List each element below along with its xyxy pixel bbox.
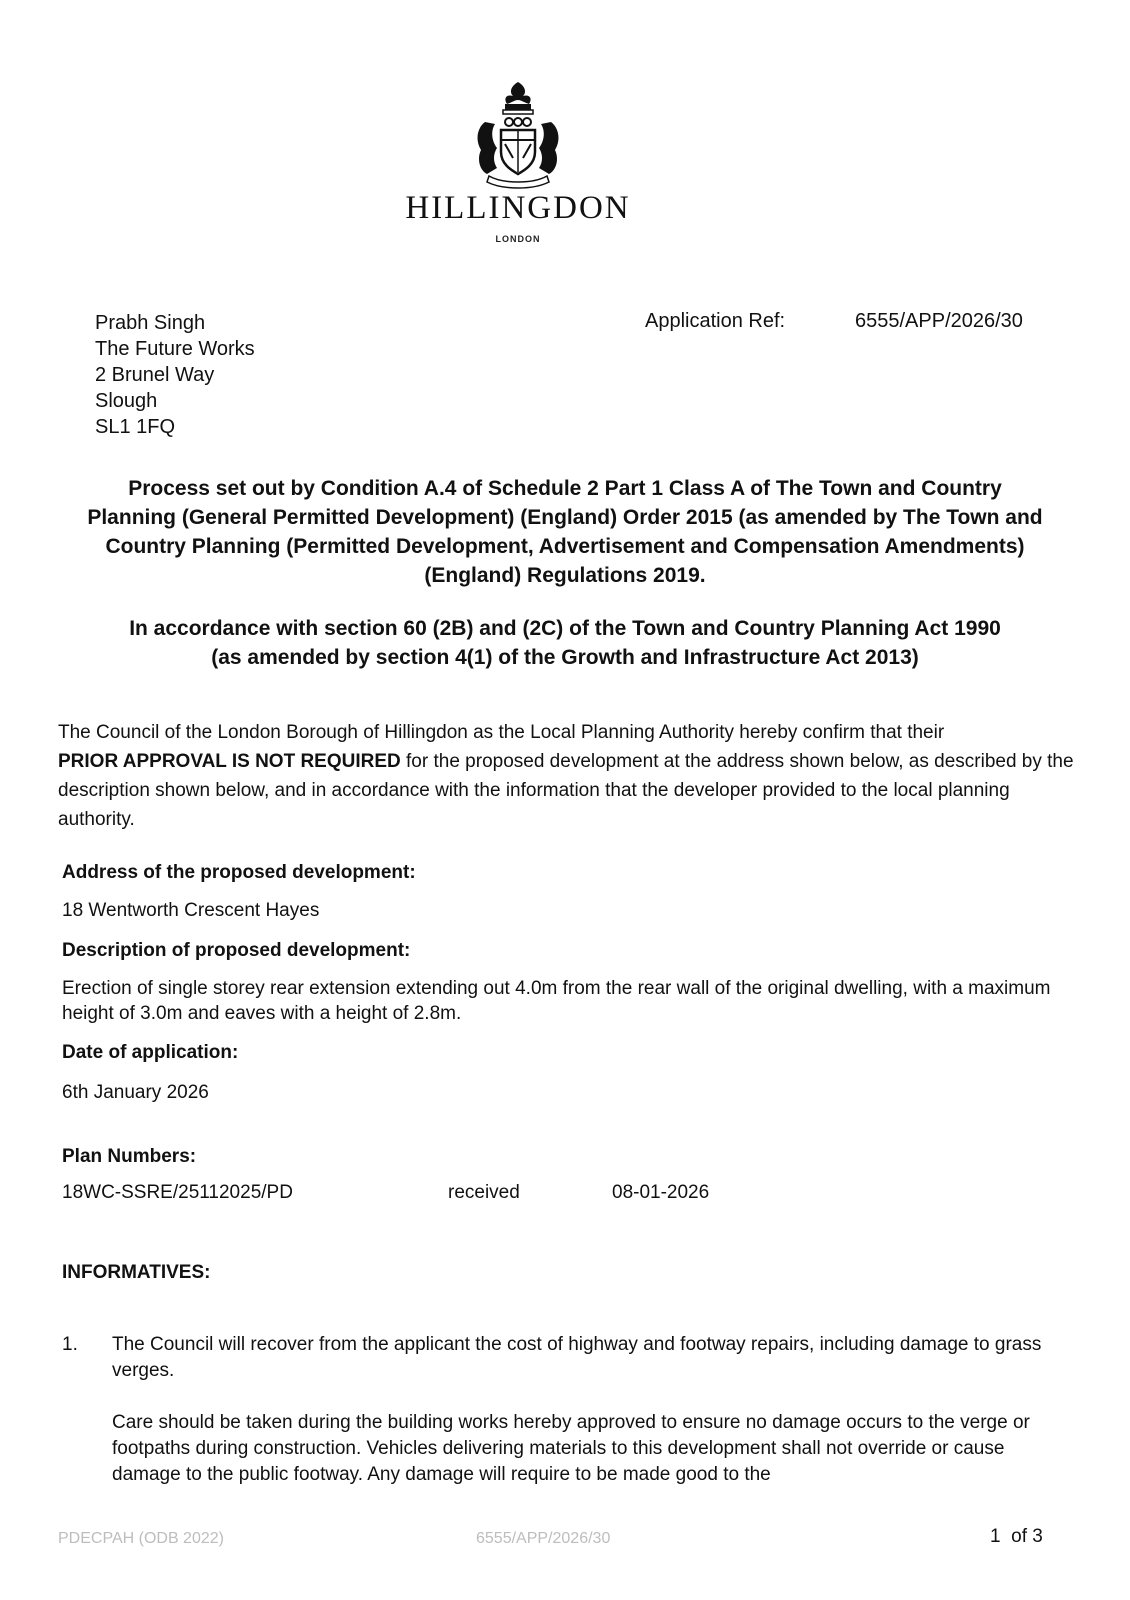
address-line: Prabh Singh (95, 312, 206, 334)
coat-of-arms-icon (463, 78, 573, 190)
informative-para: Care should be taken during the building works hereby approved to ensure no damage occurs to the verge or footpaths during construction. Vehicles delivering materials to this development shall not override or cause damage to the public footway. Any damage will require to be made good to the (112, 1412, 1030, 1485)
description-label: Description of proposed development: (62, 940, 411, 961)
heading-line: Process set out by Condition A.4 of Schedule 2 Part 1 Class A of The Town and Country (128, 477, 1002, 500)
heading-line: Planning (General Permitted Development) (England) Order 2015 (as amended by The Town and (87, 506, 1043, 529)
address-value: 18 Wentworth Crescent Hayes (62, 900, 320, 921)
informatives-label: INFORMATIVES: (62, 1262, 211, 1283)
council-logo (383, 78, 653, 248)
plan-date: 08-01-2026 (612, 1182, 710, 1203)
page-number (990, 1526, 1043, 1548)
heading-line: (England) Regulations 2019. (424, 564, 706, 587)
heading-line: (as amended by section 4(1) of the Growth and Infrastructure Act 2013) (211, 646, 919, 669)
date-label: Date of application: (62, 1042, 239, 1063)
footer-doc-code: PDECPAH (ODB 2022) (58, 1530, 224, 1547)
address-label: Address of the proposed development: (62, 862, 416, 883)
intro-text-continued: for the proposed development at the address shown below, as described by the description shown below, and in accordance with the information that the developer provided to the local planning authority. (58, 751, 1074, 830)
address-line: Slough (95, 390, 158, 412)
date-value: 6th January 2026 (62, 1082, 209, 1103)
footer-ref: 6555/APP/2026/30 (476, 1530, 611, 1547)
plan-number: 18WC-SSRE/25112025/PD (62, 1182, 293, 1203)
heading-line: In accordance with section 60 (2B) and (2C) of the Town and Country Planning Act 1990 (129, 617, 1001, 640)
council-subtitle: LONDON (495, 234, 541, 244)
application-ref-label: Application Ref: (645, 310, 786, 332)
legislation-heading (60, 474, 1070, 590)
heading-line: Country Planning (Permitted Development, Advertisement and Compensation Amendments) (105, 535, 1025, 558)
address-line: SL1 1FQ (95, 416, 176, 438)
recipient-address (95, 310, 255, 440)
informative-para: The Council will recover from the applicant the cost of highway and footway repairs, including damage to grass verges. (112, 1334, 1042, 1381)
address-line: 2 Brunel Way (95, 364, 215, 386)
application-ref-value: 6555/APP/2026/30 (855, 310, 1023, 332)
council-wordmark: HILLINGDON (405, 190, 631, 226)
page-current: 1 (990, 1526, 1001, 1547)
intro-paragraph (58, 718, 1078, 834)
plan-status: received (448, 1182, 520, 1203)
address-line: The Future Works (95, 338, 255, 360)
section-heading (60, 614, 1070, 672)
plan-numbers-label: Plan Numbers: (62, 1146, 197, 1167)
prior-approval-status: PRIOR APPROVAL IS NOT REQUIRED (58, 751, 401, 772)
intro-text: The Council of the London Borough of Hillingdon as the Local Planning Authority hereby confirm that their (58, 722, 945, 743)
informative-number: 1. (62, 1334, 78, 1355)
description-value: Erection of single storey rear extension extending out 4.0m from the rear wall of the original dwelling, with a maximum height of 3.0m and eaves with a height of 2.8m. (62, 978, 1051, 1024)
page-total: of 3 (1011, 1526, 1043, 1547)
